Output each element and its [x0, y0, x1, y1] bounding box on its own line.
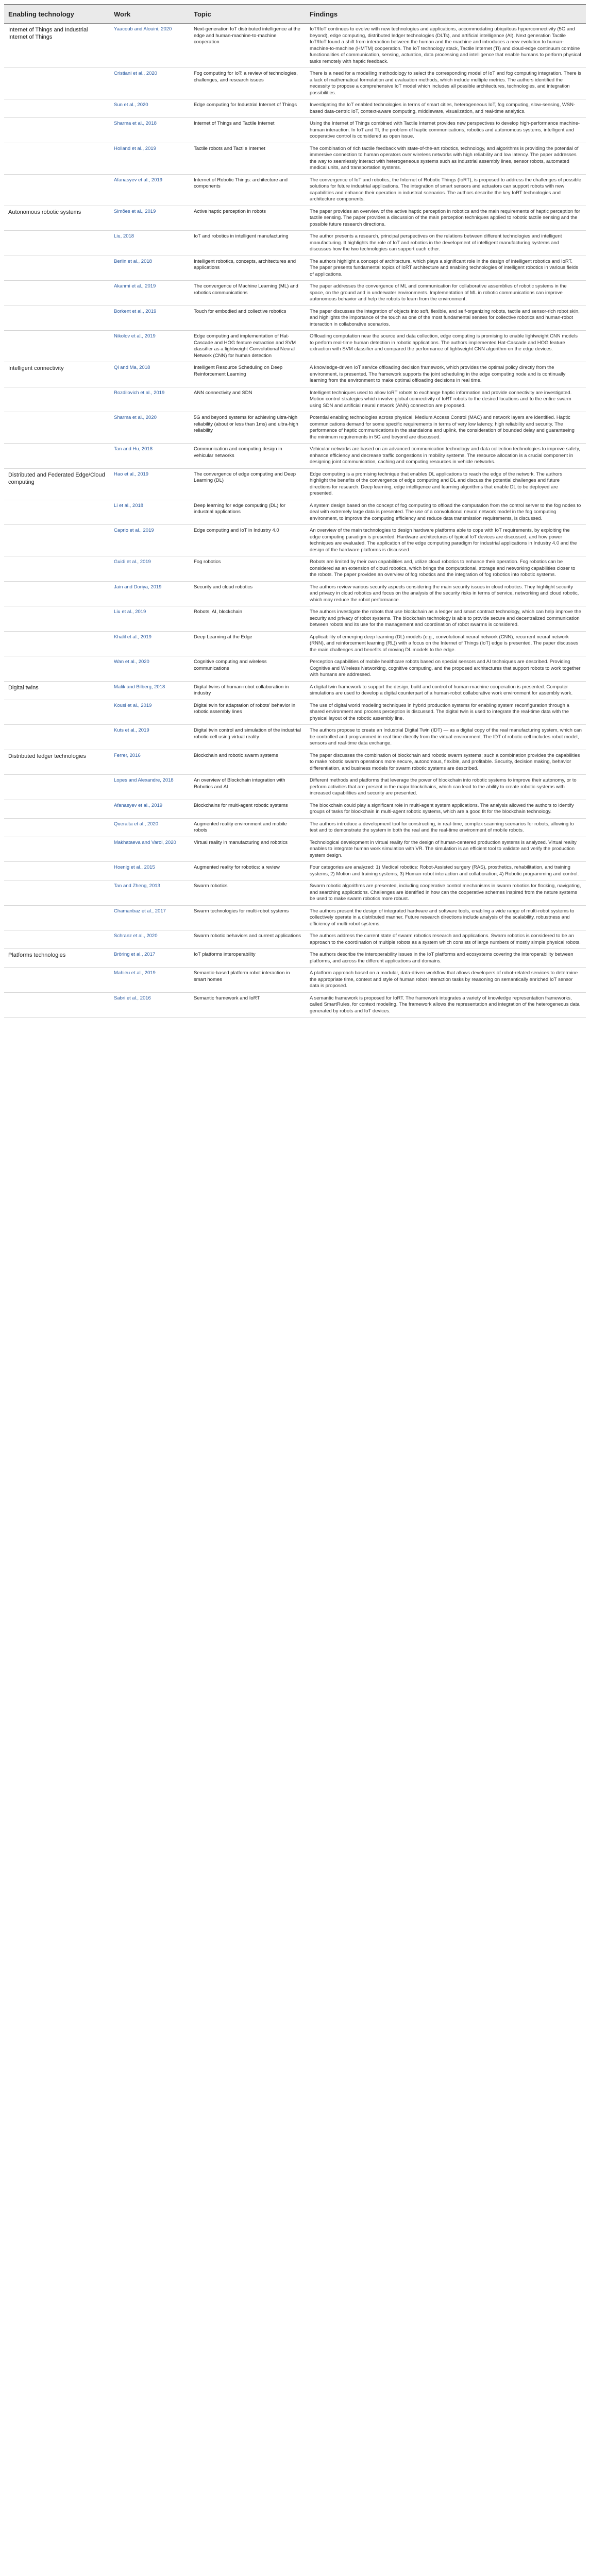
findings-cell: The paper discusses the integration of objects into soft, flexible, and self-organizing robots, tactile and sensor-rich robot skin, and highlights the importance of the touch as one of the most fundamental senses for collective robotics and human-robot interaction in collaborative scenarios. [306, 306, 586, 331]
work-cell[interactable]: Caprio et al., 2019 [110, 525, 190, 556]
findings-cell: Edge computing is a promising technique that enables DL applications to reach the edge of the network. The authors highlight the benefits of the convergence of edge computing and DL and discuss the potential challenges and future directions for research. Deep learning, edge intelligence and learning algorithms that enable DL to be deployed are presented. [306, 468, 586, 500]
table-row [4, 118, 586, 143]
topic-cell: Blockchain and robotic swarm systems [190, 750, 306, 775]
table-row [4, 631, 586, 656]
findings-cell: The use of digital world modeling techniques in hybrid production systems for enabling system reconfiguration through a shared environment and process perception is discussed. The digital twin is used to integrate the real-time data with the physical layout of the robotic assembly line. [306, 700, 586, 725]
tech-cell: Internet of Things and Industrial Internet of Things [4, 24, 110, 68]
work-cell[interactable]: Borkent et al., 2019 [110, 306, 190, 331]
tech-cell [4, 930, 110, 949]
topic-cell: Robots, AI, blockchain [190, 606, 306, 632]
findings-cell: Robots are limited by their own capabilities and, utilize cloud robotics to enhance their operation. Fog robotics can be considered as an extension of cloud robotics, which brings the computational, storage and networking capabilities closer to the robots. The paper provides an overview of fog robotics and the integration of fog robotics into robotic systems. [306, 556, 586, 582]
tech-cell [4, 800, 110, 818]
table-row [4, 281, 586, 306]
topic-cell: Swarm robotic behaviors and current applications [190, 930, 306, 949]
topic-cell: Deep Learning at the Edge [190, 631, 306, 656]
table-row [4, 556, 586, 582]
table-row [4, 362, 586, 387]
tech-cell [4, 99, 110, 118]
topic-cell: The convergence of edge computing and Deep Learning (DL) [190, 468, 306, 500]
tech-cell [4, 331, 110, 362]
work-cell[interactable]: Nikolov et al., 2019 [110, 331, 190, 362]
tech-cell [4, 837, 110, 862]
topic-cell: Communication and computing design in vehicular networks [190, 444, 306, 469]
findings-cell: Four categories are analyzed: 1) Medical robotics: Robot-Assisted surgery (RAS), prosthetics, rehabilitation, and training systems; 2) Motion and training systems; 3) Human-robot interaction and collaboration; 4) Robotic programming and control. [306, 862, 586, 880]
work-cell[interactable]: Liu, 2018 [110, 231, 190, 256]
table-row [4, 725, 586, 750]
tech-cell [4, 68, 110, 99]
work-cell[interactable]: Berlin et al., 2018 [110, 256, 190, 281]
findings-cell: Vehicular networks are based on an advanced communication technology and data collection technologies to improve safety, enhance efficiency and decrease traffic congestions in mobility systems. The resource allocation is a crucial component in designing joint communication, caching and computing resources in vehicle networks. [306, 444, 586, 469]
table-row [4, 500, 586, 525]
work-cell[interactable]: Holland et al., 2019 [110, 143, 190, 174]
work-cell[interactable]: Sun et al., 2020 [110, 99, 190, 118]
topic-cell: Edge computing and implementation of Hat-Cascade and HOG feature extraction and SVM classifier as a lightweight Convolutional Neural Network (CNN) for human detection [190, 331, 306, 362]
table-row [4, 949, 586, 968]
topic-cell: Swarm technologies for multi-robot systems [190, 905, 306, 930]
tech-cell [4, 118, 110, 143]
work-cell[interactable]: Afanasyev et al., 2019 [110, 800, 190, 818]
topic-cell: Intelligent robotics, concepts, architectures and applications [190, 256, 306, 281]
findings-cell: Swarm robotic algorithms are presented, including cooperative control mechanisms in swarm robotics for flocking, navigating, and searching applications. Challenges are identified in how can the cooperative schemes inspired from the nature systems be used to make swarm robotics more robust. [306, 880, 586, 906]
work-cell[interactable]: Guidi et al., 2019 [110, 556, 190, 582]
topic-cell: An overview of Blockchain integration with Robotics and AI [190, 775, 306, 800]
findings-cell: The blockchain could play a significant role in multi-agent system applications. The analysis allowed the authors to identify groups of tasks for blockchain in multi-agent robotic systems, which are a good fit for the blockchain technology. [306, 800, 586, 818]
work-cell[interactable]: Kuts et al., 2019 [110, 725, 190, 750]
work-cell[interactable]: Queralta et al., 2020 [110, 818, 190, 837]
findings-cell: Technological development in virtual reality for the design of human-centered production systems is analyzed. Virtual reality enables to integrate human work simulation with VR. The simulation is an efficient tool to validate and verify the production system design. [306, 837, 586, 862]
tech-cell [4, 231, 110, 256]
findings-cell: The paper discusses the combination of blockchain and robotic swarm systems; such a combination provides the capabilities to make robotic swarm operations more secure, autonomous, flexible, and profitable. Security, decision making, behavior differentiation, and business models for swarm robotic systems are described. [306, 750, 586, 775]
table-header [4, 5, 586, 24]
work-cell[interactable]: Schranz et al., 2020 [110, 930, 190, 949]
findings-cell: Offloading computation near the source and data collection, edge computing is promising to enable lightweight CNN models to perform real-time human detection in robotic applications. The authors implemented Hat-Cascade and HOG feature extraction with SVM classifier and compared the performance of lightweight CNN algorithm on the edge devices. [306, 331, 586, 362]
findings-cell: The authors address the current state of swarm robotics research and applications. Swarm robotics is considered to be an approach to the coordination of multiple robots as a system which consists of large numbers of mostly simple physical robots. [306, 930, 586, 949]
topic-cell: Digital twins of human-robot collaboration in industry [190, 681, 306, 700]
findings-cell: Investigating the IoT enabled technologies in terms of smart cities, heterogeneous IoT, fog computing, slow-sensing, WSN-based data-centric IoT, context-aware computing, middleware, visualization, and real-time analytics. [306, 99, 586, 118]
tech-cell [4, 880, 110, 906]
findings-cell: Different methods and platforms that leverage the power of blockchain into robotic systems to improve their autonomy, or to perform activities that are present in the major blockchains, which can lead to the ability to create robotic systems with increased capabilities and security are presented. [306, 775, 586, 800]
topic-cell: Security and cloud robotics [190, 581, 306, 606]
table-row [4, 468, 586, 500]
topic-cell: Digital twin for adaptation of robots' behavior in robotic assembly lines [190, 700, 306, 725]
work-cell[interactable]: Sharma et al., 2018 [110, 118, 190, 143]
topic-cell: Augmented reality environment and mobile robots [190, 818, 306, 837]
table-row [4, 444, 586, 469]
table-row [4, 750, 586, 775]
tech-cell: Autonomous robotic systems [4, 206, 110, 231]
table-row [4, 905, 586, 930]
topic-cell: Next-generation IoT distributed intelligence at the edge and human-machine-to-machine cooperation [190, 24, 306, 68]
work-cell[interactable]: Sharma et al., 2020 [110, 412, 190, 444]
topic-cell: ANN connectivity and SDN [190, 387, 306, 412]
findings-cell: Perception capabilities of mobile healthcare robots based on special sensors and AI techniques are described. Providing Cognitive and Wireless Networking, cognitive computing, and the proposed architectures that support robots to work together with humans are addressed. [306, 656, 586, 682]
table-row [4, 681, 586, 700]
tech-cell [4, 725, 110, 750]
topic-cell: Cognitive computing and wireless communications [190, 656, 306, 682]
findings-cell: The convergence of IoT and robotics, the Internet of Robotic Things (IoRT), is proposed to address the challenges of possible solutions for future industrial applications. The integration of smart sensors and actuators can support robots with new capabilities and enhance their operation in industrial scenarios. The authors describe the key IoRT technologies and architecture components. [306, 174, 586, 206]
tech-cell: Distributed ledger technologies [4, 750, 110, 775]
work-cell[interactable]: Akanmi et al., 2019 [110, 281, 190, 306]
table-row [4, 775, 586, 800]
topic-cell: The convergence of Machine Learning (ML) and robotics communications [190, 281, 306, 306]
findings-cell: Applicability of emerging deep learning (DL) models (e.g., convolutional neural network (CNN), recurrent neural network (RNN), and reinforcement learning (RL)) with a focus on the Internet of Things (IoT) edge is presented. The paper discusses the main challenges and benefits of moving DL models to the edge. [306, 631, 586, 656]
work-cell[interactable]: Simões et al., 2019 [110, 206, 190, 231]
findings-cell: A semantic framework is proposed for IoRT. The framework integrates a variety of knowledge representation frameworks, called SmartRules, for context modeling. The framework allows the representation and integration of the heterogeneous data generated by robots and IoT devices. [306, 992, 586, 1018]
table-row [4, 862, 586, 880]
tech-cell [4, 905, 110, 930]
header-topic: Topic [190, 5, 306, 24]
topic-cell: 5G and beyond systems for achieving ultra-high reliability (about or less than 1ms) and ultra-high reliability [190, 412, 306, 444]
work-cell[interactable]: Hoenig et al., 2015 [110, 862, 190, 880]
work-cell[interactable]: Wan et al., 2020 [110, 656, 190, 682]
table-row [4, 700, 586, 725]
work-cell[interactable]: Afanasyev et al., 2019 [110, 174, 190, 206]
topic-cell: Semantic framework and IoRT [190, 992, 306, 1018]
header-technology: Enabling technology [4, 5, 110, 24]
topic-cell: Augmented reality for robotics: a review [190, 862, 306, 880]
table-row [4, 206, 586, 231]
tech-cell [4, 862, 110, 880]
work-cell[interactable]: Lopes and Alexandre, 2018 [110, 775, 190, 800]
work-cell[interactable]: Makhataeva and Varol, 2020 [110, 837, 190, 862]
tech-cell [4, 992, 110, 1018]
table-row [4, 231, 586, 256]
topic-cell: IoT platforms interoperability [190, 949, 306, 968]
work-cell[interactable]: Ferrer, 2016 [110, 750, 190, 775]
findings-cell: Potential enabling technologies across physical, Medium Access Control (MAC) and network layers are identified. Haptic communications demand for some specific requirements in terms of very low latency, high reliability and security. The performance of haptic communications in the standalone and uplink, the consideration of bounded delay and guaranteeing the minimum requirements in 5G and beyond are discussed. [306, 412, 586, 444]
tech-cell [4, 525, 110, 556]
findings-cell: A platform approach based on a modular, data-driven workflow that allows developers of robot-related services to determine the appropriate time, context and style of human robot interaction tasks by reasoning on semantically enriched IoT sensor data is proposed. [306, 968, 586, 993]
work-cell[interactable]: Hao et al., 2019 [110, 468, 190, 500]
tech-cell [4, 968, 110, 993]
work-cell[interactable]: Khalil et al., 2019 [110, 631, 190, 656]
topic-cell: Internet of Robotic Things: architecture and components [190, 174, 306, 206]
work-cell[interactable]: Qi and Ma, 2018 [110, 362, 190, 387]
findings-cell: IoT/IIoT continues to evolve with new technologies and applications, accommodating ubiquitous hyperconnectivity (5G and beyond), edge computing, distributed ledger technologies (DLTs), and artificial intelligence (AI). Next generation Tactile IoT/IIoT found a shift from interaction between the human and the machine and introduces a new evolution to human-machine-to-machine (HMTM) cooperation. The IoT technology stack, Tactile Internet (TI) and cloud-edge continuum combine functionalities of communication, sensing, actuation, data processing and intelligence that enable humans to perform physical tasks remotely with haptic feedback. [306, 24, 586, 68]
findings-cell: The authors propose to create an Industrial Digital Twin (IDT) — as a digital copy of the real manufacturing system, which can be controlled and programmed in real time directly from the virtual environment. The IDT of robotic cell includes robot model, sensors and real-time data exchange. [306, 725, 586, 750]
work-cell[interactable]: Bröring et al., 2017 [110, 949, 190, 968]
tech-cell: Distributed and Federated Edge/Cloud computing [4, 468, 110, 500]
table-row [4, 656, 586, 682]
topic-cell: Digital twin control and simulation of the industrial robotic cell using virtual reality [190, 725, 306, 750]
findings-cell: The paper addresses the convergence of ML and communication for collaborative assemblies of robotic systems in the space, on the ground and in underwater environments. Implementation of ML in robotic communications can improve autonomous behavior and help the robots to learn from the environment. [306, 281, 586, 306]
findings-cell: A digital twin framework to support the design, build and control of human-machine cooperation is presented. Computer simulations are used to develop a digital counterpart of a human-robot collaborative work environment for assembly work. [306, 681, 586, 700]
findings-cell: The combination of rich tactile feedback with state-of-the-art robotics, technology, and algorithms is providing the potential of immersive connection to human operators over wireless networks with high reliability and low latency. The paper addresses the way to seamlessly interact with heterogeneous systems such as industrial assembly lines, sensor robots, automated medical units, and transportation systems. [306, 143, 586, 174]
topic-cell: Virtual reality in manufacturing and robotics [190, 837, 306, 862]
tech-cell [4, 775, 110, 800]
table-row [4, 256, 586, 281]
findings-cell: The paper provides an overview of the active haptic perception in robotics and the main requirements of haptic perception for tactile sensing. The paper provides a discussion of the main perception techniques applied to robotic tactile sensing and the possible future research directions. [306, 206, 586, 231]
work-cell[interactable]: Chamanbaz et al., 2017 [110, 905, 190, 930]
findings-cell: Intelligent techniques used to allow IoRT robots to exchange haptic information and provide connectivity are investigated. Motion control strategies which involve global connectivity of IoRT robots to the desired locations and to the entire swarm using SDN and artificial neural network (ANN) connection are proposed. [306, 387, 586, 412]
table-row [4, 968, 586, 993]
findings-cell: Using the Internet of Things combined with Tactile Internet provides new perspectives to develop high-performance machine-human interaction. In IoT and TI, the problem of haptic communications, robotics and autonomous systems, intelligent and cooperative control is considered as open issue. [306, 118, 586, 143]
findings-cell: The authors describe the interoperability issues in the IoT platforms and ecosystems covering the interoperability between platforms, and across the different applications and domains. [306, 949, 586, 968]
topic-cell: Edge computing for Industrial Internet of Things [190, 99, 306, 118]
work-cell[interactable]: Tan and Hu, 2018 [110, 444, 190, 469]
tech-cell [4, 281, 110, 306]
findings-cell: There is a need for a modelling methodology to select the corresponding model of IoT and fog computing integration. There is a lack of mathematical formulation and evaluation methods, which include multiple metrics. The authors identified the necessity to propose a comprehensive IoT model which includes all possible architectures, technologies, and integration possibilities. [306, 68, 586, 99]
table-row [4, 992, 586, 1018]
topic-cell: Semantic-based platform robot interaction in smart homes [190, 968, 306, 993]
work-cell[interactable]: Mahieu et al., 2019 [110, 968, 190, 993]
table-row [4, 68, 586, 99]
table-row [4, 412, 586, 444]
table-row [4, 525, 586, 556]
tech-cell [4, 500, 110, 525]
header-findings: Findings [306, 5, 586, 24]
table-row [4, 818, 586, 837]
topic-cell: IoT and robotics in intelligent manufacturing [190, 231, 306, 256]
topic-cell: Deep learning for edge computing (DL) for industrial applications [190, 500, 306, 525]
findings-cell: The authors introduce a development tool for constructing, in real-time, complex scanning scenarios for robots, allowing to test and to demonstrate the system in both the real and the real-time environment of mobile robots. [306, 818, 586, 837]
findings-cell: The authors investigate the robots that use blockchain as a ledger and smart contract technology, which can help improve the security and privacy of robot systems. The blockchain technology is able to provide secure and decentralized communication between robots and its use for the management and coordination of robot swarms is considered. [306, 606, 586, 632]
topic-cell: Fog robotics [190, 556, 306, 582]
work-cell[interactable]: Sabri et al., 2016 [110, 992, 190, 1018]
literature-table [4, 4, 586, 1018]
tech-cell [4, 444, 110, 469]
findings-cell: The author presents a research, principal perspectives on the relations between different technologies and intelligent manufacturing. It highlights the role of IoT and robotics in the development of intelligent manufacturing systems and discusses how the two technologies can support each other. [306, 231, 586, 256]
findings-cell: An overview of the main technologies to design hardware platforms able to cope with IoT requirements, by exploiting the edge computing paradigm is presented. Hardware architectures of typical IoT devices are discussed, and how power techniques are evaluated. The application of the edge computing paradigm for industrial applications in Industry 4.0 and the design of the hardware platforms is discussed. [306, 525, 586, 556]
table-row [4, 306, 586, 331]
work-cell[interactable]: Yaacoub and Alouini, 2020 [110, 24, 190, 68]
tech-cell: Intelligent connectivity [4, 362, 110, 387]
topic-cell: Intelligent Resource Scheduling on Deep Reinforcement Learning [190, 362, 306, 387]
tech-cell [4, 306, 110, 331]
table-row [4, 387, 586, 412]
table-row [4, 143, 586, 174]
tech-cell [4, 606, 110, 632]
topic-cell: Touch for embodied and collective robotics [190, 306, 306, 331]
findings-cell: The authors review various security aspects considering the main security issues in cloud robotics. They highlight security and privacy in cloud robotics and focus on the analysis of the security risks in terms of service, networking and cloud robotic, which may reduce the robot performance. [306, 581, 586, 606]
work-cell[interactable]: Jain and Doriya, 2019 [110, 581, 190, 606]
tech-cell [4, 412, 110, 444]
work-cell[interactable]: Rozdilovich et al., 2019 [110, 387, 190, 412]
topic-cell: Blockchains for multi-agent robotic systems [190, 800, 306, 818]
topic-cell: Tactile robots and Tactile Internet [190, 143, 306, 174]
tech-cell [4, 818, 110, 837]
tech-cell [4, 700, 110, 725]
tech-cell [4, 581, 110, 606]
table-row [4, 880, 586, 906]
work-cell[interactable]: Li et al., 2018 [110, 500, 190, 525]
table-row [4, 800, 586, 818]
topic-cell: Swarm robotics [190, 880, 306, 906]
findings-cell: The authors present the design of integrated hardware and software tools, enabling a wide range of multi-robot systems to collectively operate in a distributed manner. Future research directions include analysis of the scalability, robustness and efficiency of multi-robot systems. [306, 905, 586, 930]
tech-cell [4, 556, 110, 582]
tech-cell: Digital twins [4, 681, 110, 700]
work-cell[interactable]: Malik and Bilberg, 2018 [110, 681, 190, 700]
tech-cell [4, 174, 110, 206]
work-cell[interactable]: Tan and Zheng, 2013 [110, 880, 190, 906]
table-row [4, 24, 586, 68]
table-row [4, 174, 586, 206]
work-cell[interactable]: Cristiani et al., 2020 [110, 68, 190, 99]
table-row [4, 837, 586, 862]
tech-cell [4, 656, 110, 682]
tech-cell [4, 631, 110, 656]
page [4, 0, 586, 1018]
topic-cell: Active haptic perception in robots [190, 206, 306, 231]
header-work: Work [110, 5, 190, 24]
work-cell[interactable]: Kousi et al., 2019 [110, 700, 190, 725]
tech-cell [4, 256, 110, 281]
table-row [4, 606, 586, 632]
topic-cell: Edge computing and IoT in Industry 4.0 [190, 525, 306, 556]
findings-cell: A knowledge-driven IoT service offloading decision framework, which provides the optimal policy directly from the environment, is presented. The framework supports the joint scheduling in the edge computing node and is continually learning from the environment to make optimal offloading decisions in real time. [306, 362, 586, 387]
tech-cell [4, 387, 110, 412]
table-row [4, 581, 586, 606]
table-row [4, 331, 586, 362]
findings-cell: The authors highlight a concept of architecture, which plays a significant role in the design of intelligent robotics and IoRT. The paper presents fundamental topics of IoRT architecture and enabling technologies of intelligent robotics in various fields of applications. [306, 256, 586, 281]
table-row [4, 99, 586, 118]
table-body [4, 24, 586, 1018]
topic-cell: Fog computing for IoT: a review of technologies, challenges, and research issues [190, 68, 306, 99]
findings-cell: A system design based on the concept of fog computing to offload the computation from the control server to the fog nodes to deal with extremely large data is presented. The use of a convolutional neural network model in the fog computing environment, to improve the computing efficiency and reduce data transmission requirements, is discussed. [306, 500, 586, 525]
tech-cell: Platforms technologies [4, 949, 110, 968]
topic-cell: Internet of Things and Tactile Internet [190, 118, 306, 143]
tech-cell [4, 143, 110, 174]
table-row [4, 930, 586, 949]
work-cell[interactable]: Liu et al., 2019 [110, 606, 190, 632]
